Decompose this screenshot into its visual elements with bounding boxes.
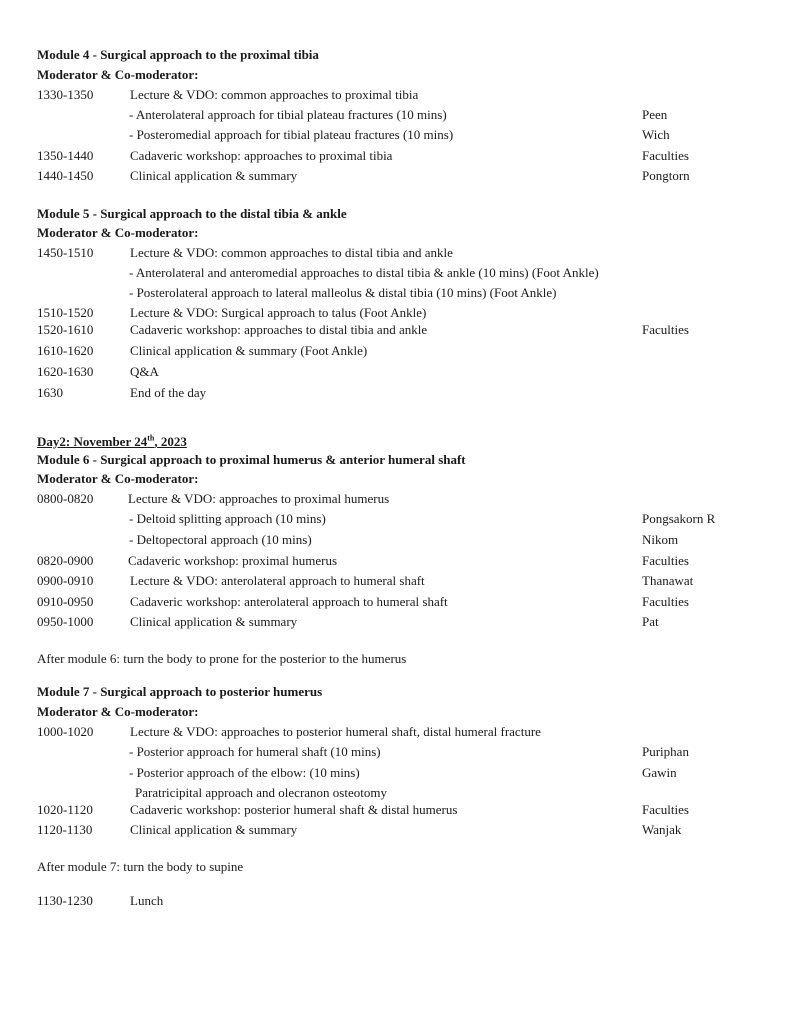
schedule-speaker: Faculties [642, 802, 689, 817]
schedule-speaker: Nikom [642, 532, 679, 547]
module-6-title: Module 6 - Surgical approach to proximal humerus & anterior humeral shaft [37, 452, 466, 467]
schedule-subitem: - Posterolateral approach to lateral malleolus & distal tibia (10 mins) (Foot Ankle) [129, 285, 557, 300]
schedule-speaker: Puriphan [642, 744, 689, 759]
day-2-date: Day2: November 24 [37, 434, 148, 449]
module-7-note: After module 7: turn the body to supine [37, 859, 244, 874]
schedule-time: 1350-1440 [37, 148, 94, 163]
module-7-moderator: Moderator & Co-moderator: [37, 704, 199, 719]
schedule-desc: Lecture & VDO: approaches to posterior humeral shaft, distal humeral fracture [130, 724, 541, 739]
schedule-desc: Lecture & VDO: anterolateral approach to humeral shaft [130, 573, 425, 588]
schedule-time: 0900-0910 [37, 573, 94, 588]
lunch-desc: Lunch [130, 893, 164, 908]
schedule-desc: Clinical application & summary [130, 168, 298, 183]
schedule-time: 1020-1120 [37, 802, 93, 817]
schedule-speaker: Peen [642, 107, 668, 122]
schedule-desc: Lecture & VDO: common approaches to distal tibia and ankle [130, 245, 453, 260]
module-4-moderator: Moderator & Co-moderator: [37, 67, 199, 82]
schedule-desc: Q&A [130, 364, 159, 379]
schedule-speaker: Gawin [642, 765, 677, 780]
schedule-time: 1330-1350 [37, 87, 94, 102]
schedule-desc: Cadaveric workshop: approaches to proximal tibia [130, 148, 393, 163]
schedule-time: 1000-1020 [37, 724, 94, 739]
schedule-desc: Lecture & VDO: common approaches to proximal tibia [130, 87, 419, 102]
schedule-desc: Clinical application & summary [130, 822, 298, 837]
schedule-speaker: Faculties [642, 594, 689, 609]
schedule-time: 1620-1630 [37, 364, 94, 379]
day-2-ordinal: th [147, 433, 155, 443]
schedule-subitem: Paratricipital approach and olecranon osteotomy [135, 785, 387, 800]
module-4-title: Module 4 - Surgical approach to the proximal tibia [37, 47, 319, 62]
schedule-desc: Lecture & VDO: approaches to proximal humerus [128, 491, 390, 506]
schedule-time: 1510-1520 [37, 305, 94, 320]
schedule-desc: Cadaveric workshop: proximal humerus [128, 553, 338, 568]
day-2-heading [37, 434, 187, 450]
schedule-speaker: Pat [642, 614, 659, 629]
schedule-time: 1120-1130 [37, 822, 93, 837]
schedule-subitem: - Deltopectoral approach (10 mins) [129, 532, 312, 547]
schedule-desc: Clinical application & summary [130, 614, 298, 629]
schedule-subitem: - Posteromedial approach for tibial plateau fractures (10 mins) [129, 127, 454, 142]
schedule-speaker: Faculties [642, 322, 689, 337]
schedule-desc: Lecture & VDO: Surgical approach to talus (Foot Ankle) [130, 305, 427, 320]
schedule-time: 0800-0820 [37, 491, 94, 506]
schedule-time: 0910-0950 [37, 594, 94, 609]
schedule-subitem: - Anterolateral and anteromedial approaches to distal tibia & ankle (10 mins) (Foot Ankle) [129, 265, 599, 280]
schedule-desc: End of the day [130, 385, 207, 400]
schedule-desc: Clinical application & summary (Foot Ankle) [130, 343, 368, 358]
schedule-time: 1630 [37, 385, 63, 400]
module-6-moderator: Moderator & Co-moderator: [37, 471, 199, 486]
schedule-time: 1520-1610 [37, 322, 94, 337]
schedule-speaker: Thanawat [642, 573, 694, 588]
day-2-year: , 2023 [154, 434, 187, 449]
schedule-speaker: Faculties [642, 553, 689, 568]
schedule-subitem: - Posterior approach of the elbow: (10 mins) [129, 765, 360, 780]
lunch-time: 1130-1230 [37, 893, 93, 908]
module-5-moderator: Moderator & Co-moderator: [37, 225, 199, 240]
schedule-speaker: Pongsakorn R [642, 511, 716, 526]
schedule-desc: Cadaveric workshop: posterior humeral shaft & distal humerus [130, 802, 458, 817]
schedule-speaker: Wich [642, 127, 670, 142]
schedule-desc: Cadaveric workshop: approaches to distal tibia and ankle [130, 322, 428, 337]
schedule-time: 1450-1510 [37, 245, 94, 260]
schedule-time: 1610-1620 [37, 343, 94, 358]
module-7-title: Module 7 - Surgical approach to posterior humerus [37, 684, 323, 699]
schedule-subitem: - Deltoid splitting approach (10 mins) [129, 511, 326, 526]
schedule-subitem: - Posterior approach for humeral shaft (10 mins) [129, 744, 381, 759]
schedule-speaker: Pongtorn [642, 168, 690, 183]
schedule-speaker: Faculties [642, 148, 689, 163]
module-6-note: After module 6: turn the body to prone for the posterior to the humerus [37, 651, 407, 666]
schedule-time: 1440-1450 [37, 168, 94, 183]
schedule-time: 0950-1000 [37, 614, 94, 629]
schedule-subitem: - Anterolateral approach for tibial plateau fractures (10 mins) [129, 107, 447, 122]
schedule-time: 0820-0900 [37, 553, 94, 568]
schedule-desc: Cadaveric workshop: anterolateral approach to humeral shaft [130, 594, 448, 609]
schedule-speaker: Wanjak [642, 822, 682, 837]
module-5-title: Module 5 - Surgical approach to the distal tibia & ankle [37, 206, 347, 221]
